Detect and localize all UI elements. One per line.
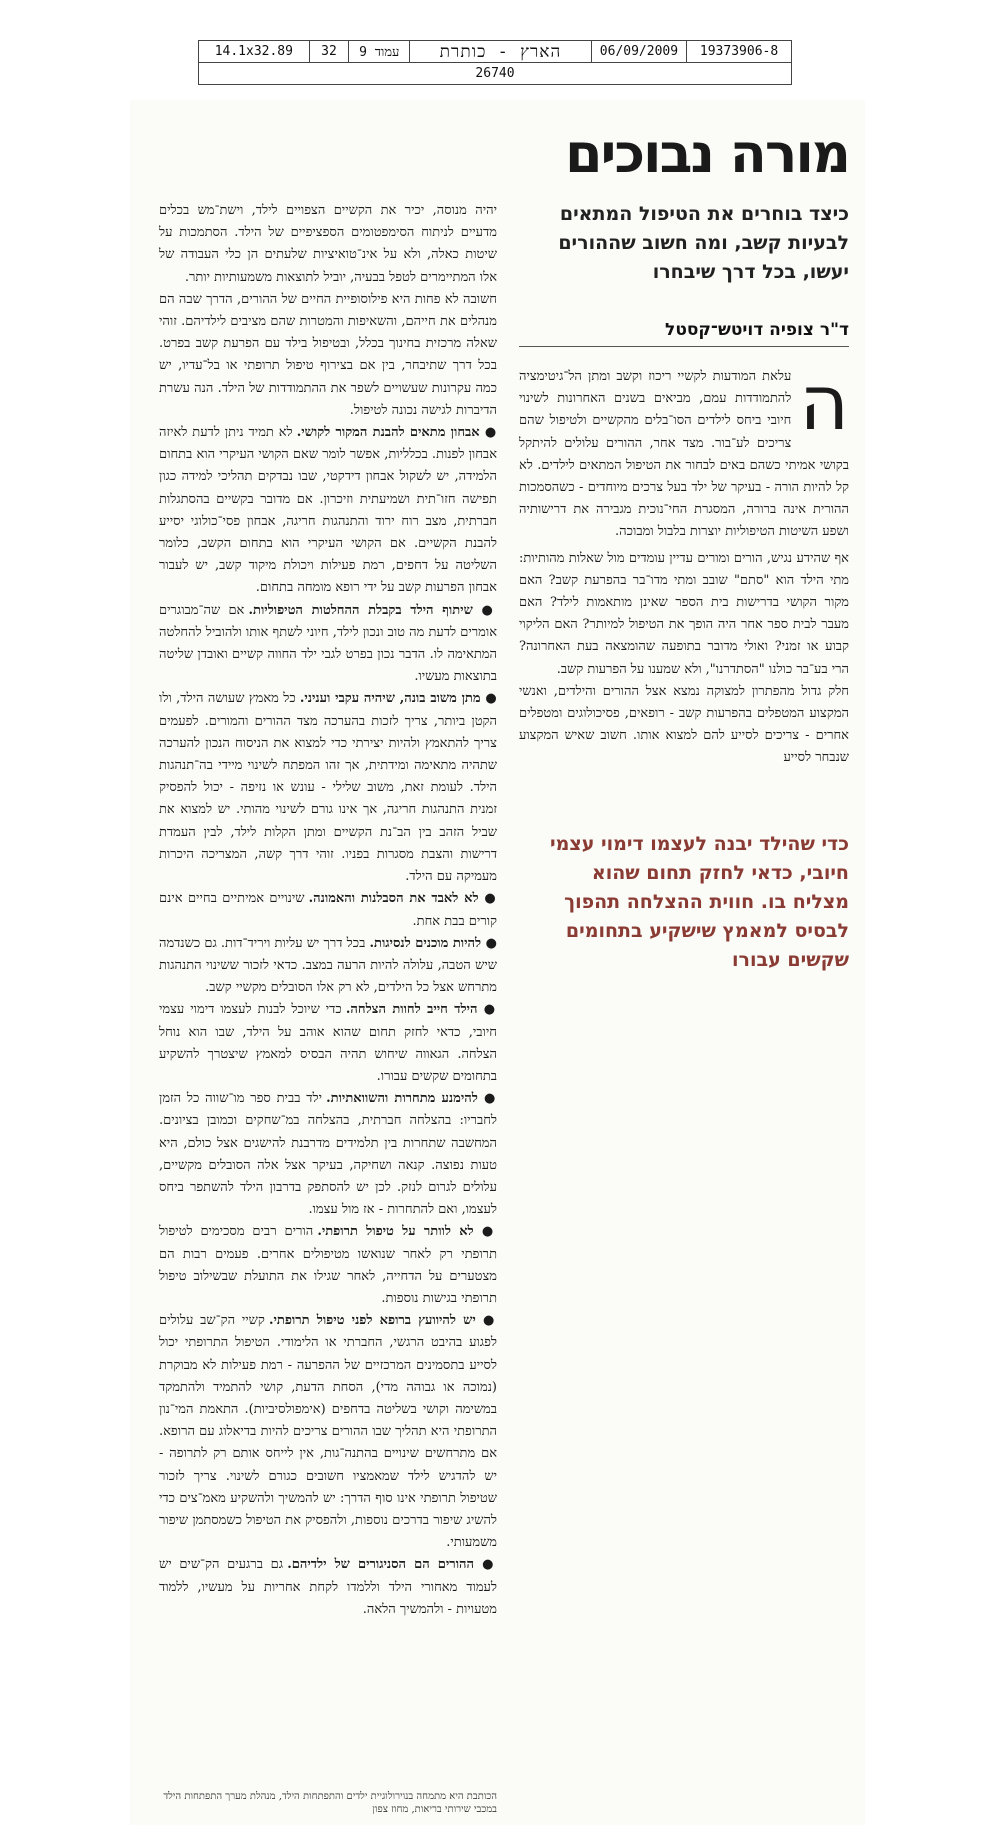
- paragraph: [159, 1554, 497, 1621]
- paragraph-text: כל מאמץ שעושה הילד, ולו הקטן ביותר, צריך לזכות בהערכה מצד ההורים והמורים. לפעמים צריך להתאמץ ולהיות יצירתי כדי למצוא את הניסוח הנכון להערכה שתהיה מתאימה ומידתית, אך זהו המפתח לשינוי מיידי בה־תנהגות הילד. לעומת זאת, משוב שלילי - עונש או נזיפה - יכול להפסיק זמנית התנהגות חריגה, אך אינו גורם לשינוי מהותי. יש למצוא את שביל הזהב בין הב־נת הקשיים ומתן הקלות לילד, לבין העמדת דרישות והצבת מסגרות בפניו. זוהי דרך קשה, המצריכה היכרות מעמיקה עם הילד.: [159, 691, 497, 885]
- paragraph-text: הורים רבים מסכימים לטיפול תרופתי רק לאחר שנואשו מטיפולים אחרים. פעמים רבות הם מצטערים על הדחייה, לאחר שגילו את התועלת שבשילוב טיפול תרופתי בגישות נוספות.: [159, 1224, 497, 1306]
- paragraph: [159, 1310, 497, 1554]
- clip-source: הארץ - כותרת: [410, 41, 592, 62]
- pull-quote: כדי שהילד יבנה לעצמו דימוי עצמי חיובי, כדאי לחזק תחום שהוא מצליח בו. חווית ההצלחה תהפוך לבסיס למאמץ שישקיע בתחומים שקשים עבורו: [549, 833, 849, 971]
- paragraph-lead: ● הילד חייב לחוות הצלחה.: [345, 1002, 497, 1018]
- paragraph-text: בכל דרך יש עליות ויריד־דות. גם כשנדמה שיש הטבה, עלולה להיות הרעה במצב. כדאי לזכור ששינוי התנהגות מתרחש אצל כל הילדים, לא רק אלו הסובלים מקשיי קשב.: [159, 935, 497, 996]
- paragraph-lead: ● להיות מוכנים לנסיגות.: [369, 935, 498, 951]
- paragraph: חלק גדול מהפתרון למצוקה נמצא אצל ההורים והילדים, ואנשי המקצוע המטפלים בהפרעות קשב - רופאים, פסיכולוגים ומטפלים אחרים - צריכים לסייע להם למצוא אותו. חשוב שאיש המקצוע שנבחר לסייע: [519, 683, 849, 766]
- paragraph-text: יהיה מנוסה, יכיר את הקשיים הצפויים לילד, וישת־מש בכלים מדעיים לניתוח הסימפטומים הספציפיים של הילד. הסתמכות על שיטות כאלה, ולא על אינ־טואיציות שלעתים הן כלי העבודה של אלו המתיימרים לטפל בבעיה, יוביל לתוצאות משמעותיות יותר.: [159, 203, 497, 285]
- paragraph-text: ילד בבית ספר מו־שווה כל הזמן לחבריו: בהצלחה חברתית, בהצלחה במ־שחקים וכמובן בציונים. המחשבה שתחרות בין תלמידים מדרבנת להישגים אצל כולם, היא טעות נפוצה. קנאה ושחיקה, בעיקר אצל אלה הסובלים מקשיים, עלולים לגרום לנזק. לכן יש להסתפק בדרבון הילד להשתפר ביחס לעצמו, ואם להתחרות - אז מול עצמו.: [159, 1091, 497, 1218]
- clip-code: 26740: [475, 66, 515, 81]
- paragraph-lead: ● להימנע מתחרות והשוואתיות.: [326, 1091, 497, 1107]
- left-column: [159, 200, 497, 1621]
- drop-cap: ה: [799, 358, 849, 447]
- clipping-header-row: [199, 41, 791, 63]
- paragraph: [159, 999, 497, 1088]
- paragraph: [159, 289, 497, 422]
- paragraph-text: שינויים אמיתיים בחיים אינם קורים בבת אחת.: [159, 891, 497, 929]
- paragraph-text: קשיי הק־שב עלולים לפגוע בהיבט הרגשי, החברתי או הלימודי. הטיפול התרופתי יכול לסייע בתסמינים המרכזיים של ההפרעה - רמת פעילות לא מבוקרת (נמוכה או גבוהה מדי), הסחת הדעת, קושי להתמיד ולהתמקד במשימה וקושי בשליטה בדחפים (אימפולסיביות). התאמת המי־נון התרופתי היא תהליך שבו ההורים צריכים להיות בדיאלוג עם הרופא. אם מתרחשים שינויים בהתנה־גות, אין לייחס אותם רק לתרופה - יש להדגיש לילד שמאמציו חשובים כגורם לשינוי. צריך לזכור שטיפול תרופתי אינו סוף הדרך: יש להמשיך ולהשקיע מאמ־צים כדי להשיג שיפור בדרכים נוספות, ולהפסיק את הטיפול כשמסתמן שיפור משמעותי.: [159, 1313, 497, 1551]
- right-column: [519, 358, 849, 770]
- article: [130, 100, 865, 1825]
- paragraph-text: לא תמיד ניתן לדעת לאיזה אבחון לפנות. בכלליות, אפשר לומר שאם הקושי העיקרי הוא בתחום הלמידה, יש לשקול אבחון דידקטי, שבו נבדקים תהליכי למידה כגון תפישה חזו־תית ושמיעתית וזיכרון. אם מדובר בקשיים בהסתגלות חברתית, מצב רוח ירוד והתנהגות חריגה, אבחון פסי־כולוגי יסייע להבנת הקשיים. אם הקושי העיקרי הוא בתחום הקשב, כלומר השליטה על דחפים, רמת פעילות ויכולת מיקוד קשב, יש לעבור אבחון הפרעות קשב על ידי רופא מומחה בתחום.: [159, 425, 497, 596]
- article-headline: מורה נבוכים: [564, 122, 849, 185]
- clip-id: 19373906-8: [699, 44, 779, 59]
- paragraph-lead: ● שיתוף הילד בקבלת ההחלטות הטיפוליות.: [248, 602, 497, 618]
- paragraph-lead: ● לא לוותר על טיפול תרופתי.: [317, 1224, 498, 1240]
- clip-date: 06/09/2009: [592, 41, 687, 62]
- paragraph-lead: ● לא לאבד את הסבלנות והאמונה.: [308, 891, 497, 907]
- paragraph: [159, 688, 497, 888]
- paragraph: [159, 422, 497, 600]
- paragraph-lead: ● אבחון מתאים להבנת המקור לקושי.: [296, 425, 497, 441]
- paragraph: [159, 933, 497, 1000]
- paragraph: עלאת המודעות לקשיי ריכוז וקשב ומתן הל־גיטימציה להתמודדות עמם, מביאים בשנים האחרונות לשינוי חיובי ביחס לילדים הסו־בלים מהקשיים ולטיפול שהם צריכים לע־בור. מצד אחר, ההורים עלולים להיתקל בקושי אמיתי כשהם באים לבחור את הטיפול המתאים לילדים. לא קל להיות הורה - בעיקר של ילד בעל צרכים מיוחדים - כשהסמכות ההורית אינה ברורה, המסגרת החי־נוכית מגבירה את דרישותיה ושפע השיטות הטיפוליות יוצרות בלבול ומבוכה.: [519, 369, 849, 540]
- clip-size: 14.1x32.89: [199, 41, 310, 62]
- paragraph: [159, 1221, 497, 1310]
- clip-count: 32: [310, 41, 350, 62]
- clip-page: עמוד 9: [349, 41, 410, 62]
- author-credit: הכותבת היא מתמחה בנוירולוגיית ילדים והתפתחות הילד, מנהלת מערך התפתחות הילד במכבי שירותי בריאות, מחוז צפון: [163, 1791, 497, 1815]
- paragraph-lead: ● ההורים הם הסניגורים של ילדיהם.: [287, 1557, 497, 1573]
- paragraph: אף שהידע נגיש, הורים ומורים עדיין עומדים מול שאלות מהותיות: מתי הילד הוא "סתם" שובב ומתי מדו־בר בהפרעת קשב? האם מקור הקושי בדרישות בית הספר שאינן מותאמות לילד? האם מעבר לבית ספר אחר היה הופך את הטיפול למיותר? האם הליקוי קבוע או זמני? ואולי מדובר בתופעה שהומצאה בעת האחרונה? הרי בע־בר כולנו "הסתדרנו", ולא שמענו על הפרעות קשב.: [519, 550, 849, 677]
- paragraph-lead: ● מתן משוב בונה, שיהיה עקבי ועניני.: [299, 691, 497, 707]
- paragraph: [159, 1088, 497, 1221]
- article-subtitle: כיצד בוחרים את הטיפול המתאים לבעיות קשב, ומה חשוב שההורים יעשו, בכל דרך שיבחרו: [558, 203, 849, 283]
- paragraph-text: גם ברגעים הק־שים יש לעמוד מאחורי הילד וללמדו לקחת אחריות על מעשיו, ללמוד מטעויות - ולהמשיך הלאה.: [159, 1557, 497, 1617]
- paragraph-lead: ● יש להיוועץ ברופא לפני טיפול תרופתי.: [268, 1313, 498, 1329]
- paragraph: [159, 200, 497, 289]
- paragraph-text: כדי שיוכל לבנות לעצמו דימוי עצמי חיובי, כדאי לחזק תחום שהוא אוהב על הילד, שבו הוא נוחל הצלחה. הגאווה שיחוש תהיה הבסיס למאמץ שיצטרך להשקיע בתחומים שקשים עבורו.: [159, 1002, 497, 1084]
- clipping-header: [198, 40, 792, 85]
- article-byline: ד"ר צופיה דויטש־קסטל: [519, 320, 849, 347]
- paragraph: [159, 600, 497, 689]
- paragraph: [159, 888, 497, 932]
- paragraph-text: אם שה־מבוגרים אומרים לדעת מה טוב ונכון לילד, חיוני לשתף אותו ולהוביל להחלטה המתאימה לו. הדבר נכון בפרט לגבי ילד החווה קשיים ואובדן שליטה בתוצאות מעשיו.: [159, 602, 497, 685]
- paragraph-text: חשובה לא פחות היא פילוסופיית החיים של ההורים, הדרך שבה הם מנהלים את חייהם, והשאיפות והמטרות שהם מציבים לילדיהם. זוהי שאלה מרכזית בחינוך בכלל, ובטיפול בילד עם הפרעת קשב בפרט. בכל דרך שתיבחר, בין אם בצירוף טיפול תרופתי או בל־עדיו, יש כמה עקרונות שעשויים לשפר את ההתמודדות של הילד. הנה עשרת הדיברות לגישה נכונה לטיפול.: [159, 291, 497, 418]
